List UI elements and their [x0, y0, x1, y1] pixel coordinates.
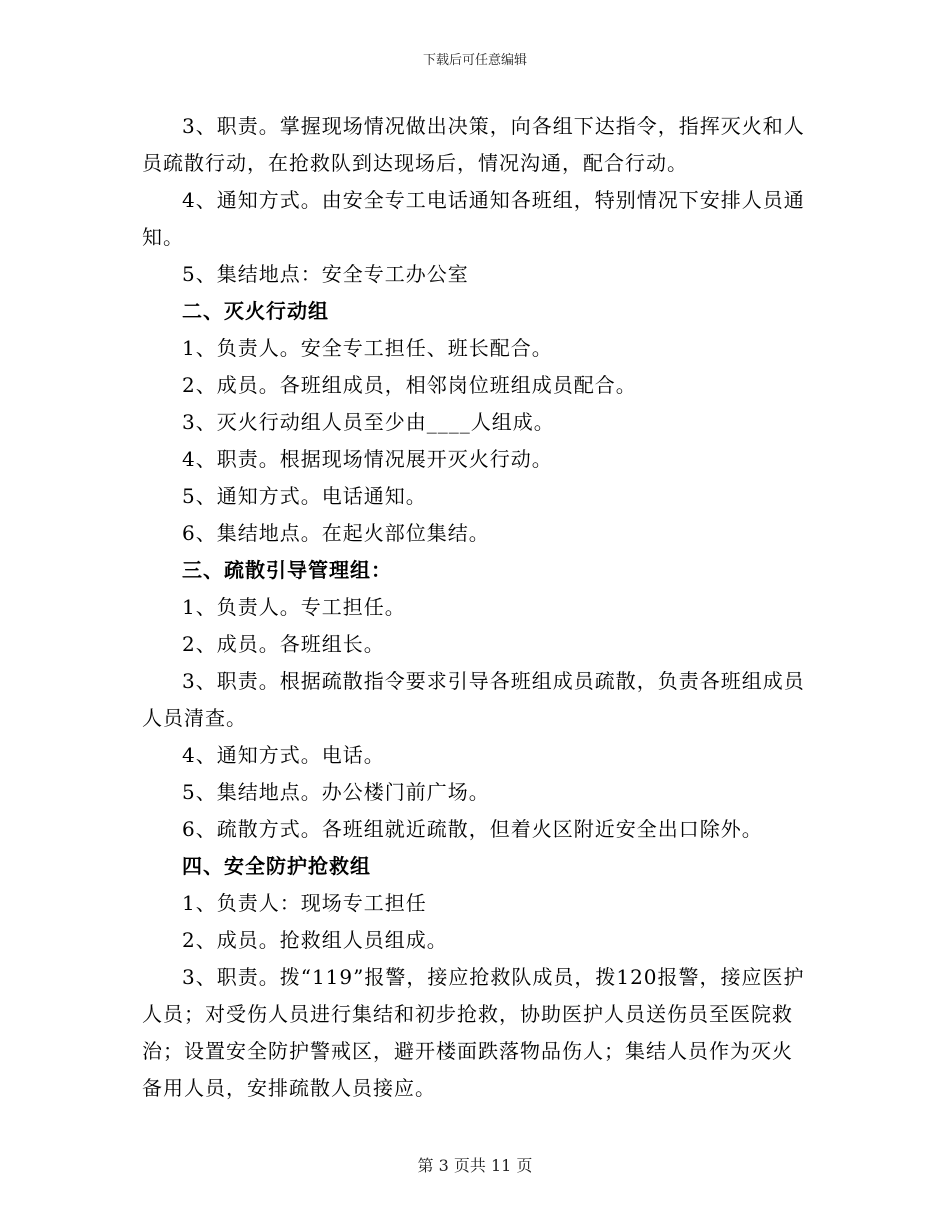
paragraph: 6、集结地点。在起火部位集结。 — [182, 521, 490, 545]
paragraph: 1、负责人。专工担任。 — [182, 595, 406, 619]
paragraph: 3、职责。根据疏散指令要求引导各班组成员疏散，负责各班组成员人员清查。 — [142, 669, 805, 730]
paragraph: 4、通知方式。电话。 — [182, 743, 385, 767]
paragraph: 4、职责。根据现场情况展开灭火行动。 — [182, 447, 553, 471]
paragraph: 5、集结地点。办公楼门前广场。 — [182, 780, 490, 804]
paragraph: 2、成员。各班组长。 — [182, 632, 385, 656]
paragraph: 1、负责人：现场专工担任 — [182, 891, 427, 915]
paragraph: 3、灭火行动组人员至少由____人组成。 — [182, 410, 555, 434]
paragraph: 2、成员。抢救组人员组成。 — [182, 928, 448, 952]
section-heading: 四、安全防护抢救组 — [182, 854, 371, 878]
paragraph: 1、负责人。安全专工担任、班长配合。 — [182, 336, 553, 360]
paragraph: 4、通知方式。由安全专工电话通知各班组，特别情况下安排人员通知。 — [142, 188, 805, 249]
document-body — [142, 108, 812, 1107]
section-heading: 二、灭火行动组 — [182, 299, 329, 323]
paragraph: 2、成员。各班组成员，相邻岗位班组成员配合。 — [182, 373, 637, 397]
paragraph: 5、通知方式。电话通知。 — [182, 484, 427, 508]
paragraph: 6、疏散方式。各班组就近疏散，但着火区附近安全出口除外。 — [182, 817, 763, 841]
page-header: 下载后可任意编辑 — [422, 53, 527, 68]
paragraph: 3、职责。掌握现场情况做出决策，向各组下达指令，指挥灭火和人员疏散行动，在抢救队到达现场后，情况沟通，配合行动。 — [142, 114, 805, 175]
section-heading: 三、疏散引导管理组： — [182, 558, 392, 582]
page-footer: 第 3 页共 11 页 — [417, 1156, 533, 1175]
paragraph: 5、集结地点：安全专工办公室 — [182, 262, 469, 286]
paragraph: 3、职责。拨“119”报警，接应抢救队成员，拨120报警，接应医护人员；对受伤人员进行集结和初步抢救，协助医护人员送伤员至医院救治；设置安全防护警戒区，避开楼面跌落物品伤人；集结人员作为灭火备用人员，安排疏散人员接应。 — [142, 965, 805, 1100]
